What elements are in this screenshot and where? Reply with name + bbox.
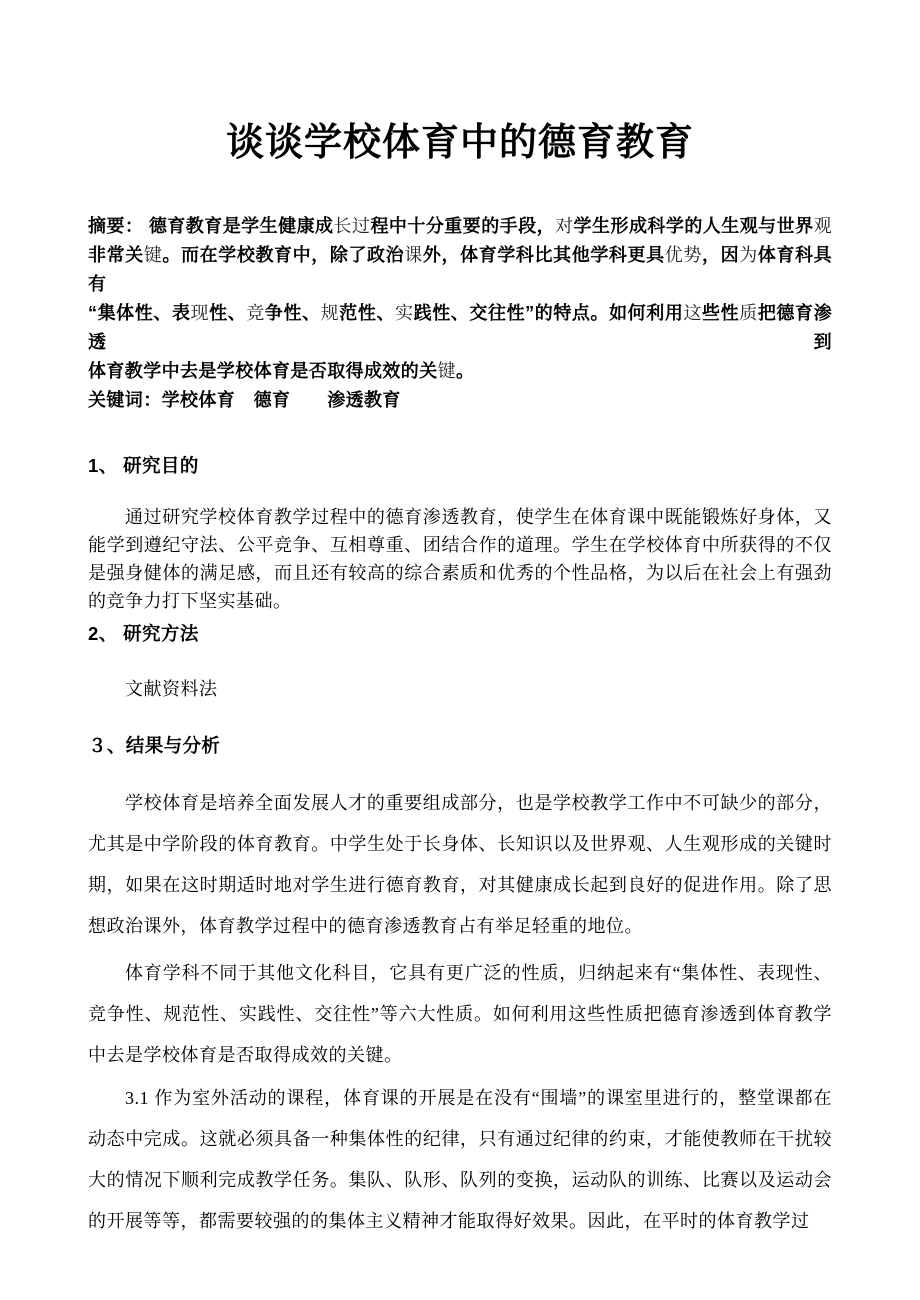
text-segment: 对 [555,216,574,236]
text-segment: 规 [320,303,340,323]
text-segment: 范性、 [339,303,396,323]
abstract-line-4 [88,357,832,386]
section-heading-results-analysis: ３、结果与分析 [88,735,221,756]
text-segment: 程中十分重要的手段， [370,216,556,236]
text-segment: 体育科具有 [88,245,833,294]
text-segment: 键 [437,361,457,381]
paragraph-results-3-1: 3.1 作为室外活动的课程，体育课的开展是在没有“围墙”的课室里进行的，整堂课都在动态中完成。这就必须具备一种集体性的纪律，只有通过纪律的约束，才能使教师在干扰较大的情况下顺利完成教学任务。集队、队形、队列的变换，运动队的训练、比赛以及运动会的开展等等，都需要较强的的集体主义精神才能取得好效果。因此，在平时的体育教学过 [88,1088,832,1231]
text-segment: 争性、 [264,303,321,323]
text-segment: 。而在学校教育中，除了政治 [162,245,405,265]
text-segment: 质 [739,303,758,323]
text-segment: 外，体育学科比其他学科更具 [422,245,665,265]
text-segment: 关键词：学校体育 德育 渗透教育 [88,390,401,410]
text-segment: 些性 [702,303,740,323]
text-segment: 实 [395,303,414,323]
text-segment: 长过 [333,216,371,236]
text-segment: 优势 [664,245,702,265]
text-segment: 非常关 [88,245,144,265]
paragraph-research-method: 文献资料法 [125,679,218,699]
text-segment: ，因 [701,245,740,265]
abstract-block [88,212,832,415]
text-segment: 把德育渗透到 [88,303,832,352]
text-segment: 学生形成科学的人生观与世界 [573,216,814,236]
paragraph-results-2: 体育学科不同于其他文化科目，它具有更广泛的性质，归纳起来有“集体性、表现性、竞争性、规范性、实践性、交往性”等六大性质。如何利用这些性质把德育渗透到体育教学中去是学校体育是否取得成效的关键。 [88,963,832,1065]
text-segment: 体育教学中去是学校体育是否取得成效的关 [88,361,438,381]
text-segment: 摘要： 德育教育是学生健康成 [88,216,334,236]
text-segment: 。 [456,361,475,381]
text-segment: 性、 [209,303,247,323]
text-segment: 现 [190,303,210,323]
text-segment: 为 [739,245,758,265]
paragraph-results-1: 学校体育是培养全面发展人才的重要组成部分，也是学校教学工作中不可缺少的部分，尤其是中学阶段的体育教育。中学生处于长身体、长知识以及世界观、人生观形成的关键时期，如果在这时期适时地对学生进行德育教育，对其健康成长起到良好的促进作用。除了思想政治课外，体育教学过程中的德育渗透教育占有举足轻重的地位。 [88,793,832,936]
text-segment: 键 [143,245,163,265]
text-segment: 竞 [246,303,265,323]
abstract-line-2 [88,241,832,299]
document-title: 谈谈学校体育中的德育教育 [225,122,694,164]
text-segment: 课 [404,245,423,265]
section-heading-research-method: 2、 研究方法 [88,623,199,644]
section-heading-research-purpose: 1、 研究目的 [88,455,199,476]
text-segment: 观 [813,216,832,236]
paragraph-research-purpose: 通过研究学校体育教学过程中的德育渗透教育，使学生在体育课中既能锻炼好身体，又能学到遵纪守法、公平竞争、互相尊重、团结合作的道理。学生在学校体育中所获得的不仅是强身健体的满足感，而且还有较高的综合素质和优秀的个性品格，为以后在社会上有强劲的竞争力打下坚实基础。 [88,507,832,611]
text-segment: 践性、交往性”的特点。如何利用 [413,303,684,323]
text-segment: “集体性、表 [88,303,191,323]
abstract-line-1 [88,212,832,241]
text-segment: 这 [683,303,703,323]
keywords-line [88,386,832,415]
abstract-line-3 [88,299,832,357]
